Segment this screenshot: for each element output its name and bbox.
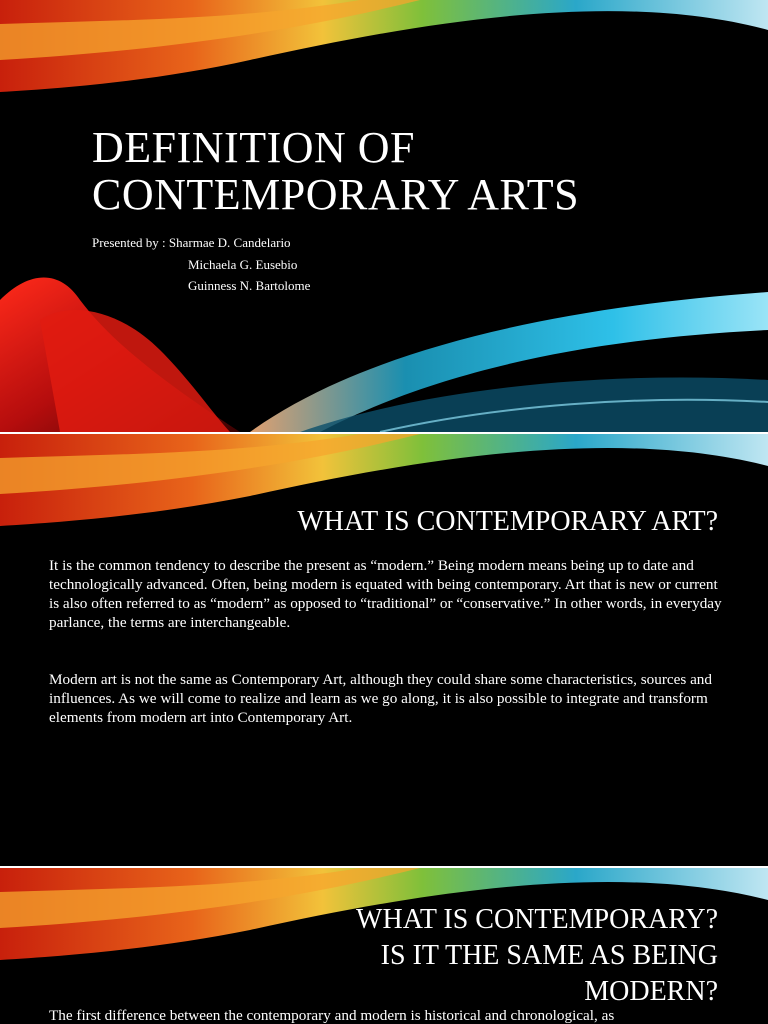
presenter-name: Guinness N. Bartolome: [188, 278, 311, 293]
slide-heading-line: WHAT IS CONTEMPORARY?: [356, 904, 718, 935]
body-paragraph: It is the common tendency to describe the present as “modern.” Being modern means being up to date and technologically advanced. Often, being modern is equated with being contemporary. Art that is new or current is also often referred to as “modern” as opposed to “traditional” or “conservative.” In other words, in everyday parlance, the terms are interchangeable.: [49, 557, 722, 631]
presenters-block: [92, 232, 310, 297]
content-slide: [0, 434, 768, 866]
slide-heading-line: IS IT THE SAME AS BEING: [380, 940, 718, 971]
slide-title-line: DEFINITION OF: [92, 123, 416, 172]
presenter-name: Sharmae D. Candelario: [168, 235, 291, 250]
presented-by-label: Presented by :: [92, 235, 166, 250]
title-slide: [0, 0, 768, 432]
body-paragraph: Modern art is not the same as Contemporary Art, although they could share some characteristics, sources and influences. As we will come to realize and learn as we go along, it is also possible to integrate and transform elements from modern art into Contemporary Art.: [49, 671, 712, 726]
slide-body: The first difference between the contemporary and modern is historical and chronological, as: [49, 1007, 615, 1024]
slide-heading-line: MODERN?: [584, 976, 718, 1007]
presenter-name: Michaela G. Eusebio: [188, 256, 298, 272]
slide-body: [49, 556, 729, 765]
content-slide: [0, 868, 768, 1024]
slide-title-line: CONTEMPORARY ARTS: [92, 170, 580, 219]
slide-title: [92, 124, 579, 218]
slide-heading: WHAT IS CONTEMPORARY ART?: [297, 506, 718, 537]
slide-heading: [158, 902, 718, 1010]
